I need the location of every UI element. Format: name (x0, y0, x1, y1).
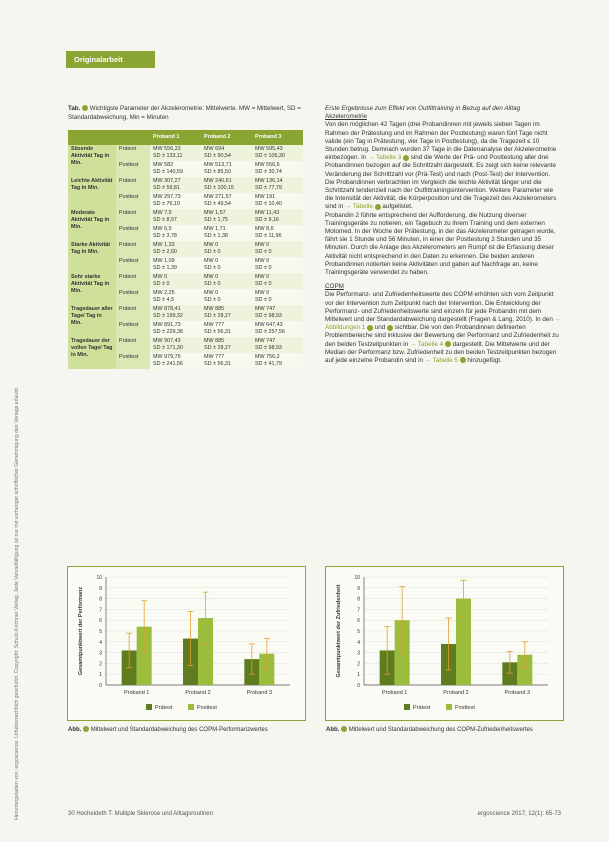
section-heading: Erste Ergebnisse zum Effekt von Outfittraining in Bezug auf den Alltag (325, 105, 521, 112)
figure-caption-label: Abb. (68, 727, 82, 733)
x-tick-label: Proband 2 (443, 690, 469, 696)
table-value-cell (150, 193, 201, 209)
table-sd-value: SD ± 0 (153, 281, 170, 287)
table-sd-value: SD ± 76,10 (153, 201, 180, 207)
table-sd-value: SD ± 30,74 (255, 169, 282, 175)
table-caption-label: Tab. (68, 105, 81, 112)
table-value-cell (201, 273, 252, 289)
table-category-cell: Tragedauer aller Tage/ Tag in Min. (68, 305, 116, 337)
table-category-cell: Sehr starke Aktivität Tag in Min. (68, 273, 116, 305)
table-value-cell (150, 321, 201, 337)
table-value-cell (201, 145, 252, 161)
reference-dot (387, 325, 393, 331)
paragraph-text: und (374, 324, 386, 332)
table-caption (68, 105, 303, 122)
table-sd-value: SD ± 11,96 (255, 233, 282, 239)
table-value-cell (150, 337, 201, 353)
table-mean-value: MW 756,2 (255, 354, 280, 360)
table-value-cell (201, 289, 252, 305)
table-sd-value: SD ± 41,79 (255, 361, 282, 367)
table-mean-value: MW 271,57 (204, 194, 232, 200)
table-row (68, 305, 303, 321)
table-sd-value: SD ± 56,31 (204, 361, 231, 367)
table-value-cell (150, 353, 201, 369)
right-column-text (325, 105, 561, 365)
table-mean-value: MW 885 (204, 338, 225, 344)
legend-label: Posttest (197, 705, 217, 711)
table-row (68, 273, 303, 289)
table-value-cell (150, 177, 201, 193)
paragraph-text: hinzugefügt. (467, 357, 502, 365)
table-mean-value: MW 979,75 (153, 354, 181, 360)
y-tick-label: 5 (357, 629, 360, 635)
figure-number-dot (83, 726, 89, 732)
table-sd-value: SD ± 56,31 (204, 329, 231, 335)
table-mean-value: MW 0 (255, 290, 270, 296)
table-sd-value: SD ± 199,32 (153, 313, 183, 319)
table-sd-value: SD ± 0 (255, 249, 272, 255)
y-tick-label: 7 (99, 607, 102, 614)
table-mean-value: MW 556,6 (255, 162, 280, 168)
side-copyright-note: Heruntergeladen von: ergoscience. Urheberrechtlich geschützt. Copyright: Schulz-Kirchner Verlag. Jede Vervielfältigung ist nur mit vorheriger schriftlicher Genehmigung des Verlags erlaubt. (14, 386, 20, 820)
table-mean-value: MW 307,27 (153, 178, 181, 184)
table-value-cell (201, 241, 252, 257)
table-reference-link[interactable]: → Tabelle (344, 203, 373, 211)
y-tick-label: 2 (99, 661, 102, 668)
table-value-cell (201, 305, 252, 321)
y-tick-label: 2 (357, 661, 360, 668)
y-tick-label: 8 (99, 596, 102, 603)
table-sd-value: SD ± 9,16 (255, 217, 279, 223)
reference-dot (460, 357, 466, 363)
table-row (68, 241, 303, 257)
table-value-cell (201, 161, 252, 177)
legend-swatch (446, 704, 452, 710)
table-sd-value: SD ± 98,93 (255, 313, 282, 319)
table-sd-value: SD ± 4,5 (153, 297, 174, 303)
table-value-cell (252, 273, 303, 289)
table-sd-value: SD ± 85,50 (204, 169, 231, 175)
y-tick-label: 3 (357, 650, 360, 657)
table-sd-value: SD ± 0 (255, 297, 272, 303)
table-sd-value: SD ± 49,54 (204, 201, 231, 207)
table-phase-cell: Prätest (116, 241, 150, 257)
table-value-cell (252, 193, 303, 209)
table-mean-value: MW 907,43 (153, 338, 181, 344)
table-value-cell (252, 177, 303, 193)
y-tick-label: 4 (99, 639, 102, 646)
table-sd-value: SD ± 98,93 (255, 345, 282, 351)
y-tick-label: 0 (357, 683, 360, 689)
table-sd-value: SD ± 10,40 (255, 201, 282, 207)
paragraph-text: dargestellt. Die Mittelwerte und der Median der Performanz bzw. Zufriedenheit zu den beiden Testzeitpunkten bezogen auf jede einzelne Probandin sind in (325, 340, 557, 365)
y-tick-label: 7 (357, 607, 360, 614)
table-header-cell: Proband 2 (201, 130, 252, 145)
table-mean-value: MW 2,25 (153, 290, 175, 296)
table-mean-value: MW 513,71 (204, 162, 232, 168)
y-tick-label: 8 (357, 596, 360, 603)
table-header-cell (68, 130, 116, 145)
figure-2-frame (325, 566, 564, 721)
figure-number-dot (341, 726, 347, 732)
paragraph (325, 291, 561, 365)
table-value-cell (201, 209, 252, 225)
table-value-cell (201, 193, 252, 209)
table-mean-value: MW 1,09 (153, 258, 175, 264)
table-mean-value: MW 747 (255, 338, 276, 344)
table-phase-cell: Prätest (116, 305, 150, 321)
table-sd-value: SD ± 241,56 (153, 361, 183, 367)
reference-dot (403, 155, 409, 161)
table-row (68, 145, 303, 161)
table-sd-value: SD ± 257,56 (255, 329, 285, 335)
table-mean-value: MW 0 (204, 274, 219, 280)
table-sd-value: SD ± 100,15 (204, 185, 234, 191)
figure-caption-text: Mittelwert und Standardabweichung des COPM-Performanzwertes (90, 727, 268, 733)
figure-2-caption (326, 726, 561, 734)
table-phase-cell: Posttest (116, 161, 150, 177)
y-axis-label: Gesamtpunktwert der Performanz (78, 586, 84, 676)
legend-label: Prätest (155, 705, 173, 711)
table-value-cell (252, 305, 303, 321)
table-phase-cell: Posttest (116, 321, 150, 337)
table-sd-value: SD ± 229,38 (153, 329, 183, 335)
table-sd-value: SD ± 140,59 (153, 169, 183, 175)
accelerometry-table (68, 130, 303, 369)
table-category-cell: Starke Aktivität Tag in Min. (68, 241, 116, 273)
table-mean-value: MW 297,73 (153, 194, 181, 200)
table-mean-value: MW 777 (204, 354, 225, 360)
table-mean-value: MW 0 (255, 258, 270, 264)
table-category-cell: Leichte Aktivität Tag in Min. (68, 177, 116, 209)
figure-1-caption (68, 726, 303, 734)
table-mean-value: MW 595,43 (255, 146, 283, 152)
table-value-cell (201, 177, 252, 193)
table-value-cell (150, 273, 201, 289)
table-sd-value: SD ± 1,39 (153, 265, 177, 271)
paragraph-text: Von den möglichen 42 Tagen (drei Probandinnen mit jeweils sieben Tagen im Rahmen der Prätestung und im Rahmen der Posttestung) waren fünf Tage nicht valide (ein Tag in Prätestung, vier Tage in Posttestung), da die Tragezeit ≤ 10 Stunden betrug. Demnach wurden 37 Tage in die Datenanalyse der Akzelerometrie einbezogen. In (325, 121, 557, 162)
table-mean-value: MW 1,33 (153, 242, 175, 248)
table-sd-value: SD ± 28,27 (204, 345, 231, 351)
table-value-cell (252, 289, 303, 305)
table-sd-value: SD ± 0 (255, 265, 272, 271)
table-mean-value: MW 0 (204, 290, 219, 296)
y-tick-label: 9 (357, 585, 360, 592)
table-value-cell (150, 289, 201, 305)
table-phase-cell: Prätest (116, 177, 150, 193)
table-mean-value: MW 777 (204, 322, 225, 328)
table-mean-value: MW 240,61 (204, 178, 232, 184)
table-value-cell (252, 321, 303, 337)
paragraph-text: aufgelistet. (382, 203, 413, 211)
reference-dot (375, 204, 381, 210)
table-value-cell (150, 145, 201, 161)
table-value-cell (252, 257, 303, 273)
table-mean-value: MW 885 (204, 306, 225, 312)
table-mean-value: MW 0 (153, 274, 168, 280)
paragraph-text: sind die Werte der Prä- und Posttestung aller drei Probandinnen bezogen auf die Schrittzahl dargestellt. Es zeigt sich keine relevante Veränderung der Schrittzahl vor (Prä-Test) und nach (Post-Test) der Intervention. Die Probandinnen verbrachten im Vergleich die leichte Aktivität länger und die Schrittzahl tendenziell nach der Outfittrainingsintervention. Weitere Parameter wie die Intensität der Aktivität, die Körperposition und die Tragezeit des Akzelerometers sind in (325, 154, 557, 211)
y-tick-label: 10 (354, 575, 360, 581)
x-tick-label: Proband 3 (246, 690, 273, 696)
table-mean-value: MW 582 (153, 162, 174, 168)
table-sd-value: SD ± 77,79 (255, 185, 282, 191)
y-tick-label: 9 (99, 585, 102, 592)
table-mean-value: MW 878,41 (153, 306, 181, 312)
reference-dot (445, 341, 451, 347)
figure-reference-link[interactable]: → Abbildungen 1 (325, 316, 561, 332)
y-tick-label: 6 (357, 618, 360, 625)
paragraph-text: Die Performanz- und Zufriedenheitswerte des COPM erhöhten sich vom Zeitpunkt vor der Intervention zum Zeitpunkt nach der Intervention. Die Entwicklung der Performanz- und Zufriedenheitswerte sind einzeln für jede Probandin mit dem Mittelwert und der Standardabweichung dargestellt (Fragen & Lang, 2010). In den (325, 291, 554, 324)
x-tick-label: Proband 2 (185, 690, 211, 696)
legend-swatch (404, 704, 410, 710)
x-tick-label: Proband 1 (123, 690, 150, 696)
table-mean-value: MW 1,57 (204, 210, 226, 216)
table-sd-value: SD ± 0 (204, 281, 221, 287)
table-phase-cell: Posttest (116, 225, 150, 241)
table-sd-value: SD ± 2,60 (153, 249, 177, 255)
table-mean-value: MW 191 (255, 194, 276, 200)
table-sd-value: SD ± 0 (204, 249, 221, 255)
table-caption-text: Wichtigste Parameter der Akzelerometrie: Mittelwerte. MW = Mittelwert, SD = Standardabweichung, Min = Minuten (68, 105, 301, 121)
table-sd-value: SD ± 1,38 (204, 233, 228, 239)
table-value-cell (201, 337, 252, 353)
table-value-cell (252, 225, 303, 241)
table-sd-value: SD ± 28,27 (204, 313, 231, 319)
table-mean-value: MW 8,6 (255, 226, 274, 232)
table-value-cell (150, 241, 201, 257)
table-value-cell (201, 353, 252, 369)
table-value-cell (150, 257, 201, 273)
figure-caption-label: Abb. (326, 727, 340, 733)
y-axis-label: Gesamtpunktwert der Zufriedenheit (336, 584, 342, 678)
y-tick-label: 3 (99, 650, 102, 657)
table-value-cell (150, 161, 201, 177)
table-sd-value: SD ± 1,75 (204, 217, 228, 223)
table-sd-value: SD ± 8,57 (153, 217, 177, 223)
table-mean-value: MW 694 (204, 146, 225, 152)
x-tick-label: Proband 3 (504, 690, 531, 696)
table-sd-value: SD ± 90,54 (204, 153, 231, 159)
table-sd-value: SD ± 171,30 (153, 345, 183, 351)
table-phase-cell: Posttest (116, 257, 150, 273)
table-mean-value: MW 556,33 (153, 146, 181, 152)
section-tag: Originalarbeit (66, 51, 155, 68)
table-value-cell (150, 225, 201, 241)
table-phase-cell: Posttest (116, 353, 150, 369)
table-value-cell (201, 225, 252, 241)
table-mean-value: MW 11,43 (255, 210, 280, 216)
table-category-cell: Sitzende Aktivität Tag in Min. (68, 145, 116, 177)
y-tick-label: 10 (96, 575, 102, 581)
table-sd-value: SD ± 0 (204, 265, 221, 271)
table-phase-cell: Posttest (116, 289, 150, 305)
performance-chart (68, 567, 305, 720)
table-reference-link[interactable]: → Tabelle 3 (368, 154, 402, 162)
y-tick-label: 4 (357, 639, 360, 646)
table-row (68, 177, 303, 193)
legend-label: Posttest (455, 705, 475, 711)
table-mean-value: MW 6,5 (153, 226, 172, 232)
y-tick-label: 1 (99, 672, 102, 679)
table-sd-value: SD ± 59,81 (153, 185, 180, 191)
satisfaction-chart (326, 567, 563, 720)
table-value-cell (252, 161, 303, 177)
table-category-cell: Moderate Aktivität Tag in Min. (68, 209, 116, 241)
table-value-cell (150, 305, 201, 321)
table-mean-value: MW 1,71 (204, 226, 226, 232)
y-tick-label: 6 (99, 618, 102, 625)
table-sd-value: SD ± 0 (204, 297, 221, 303)
table-mean-value: MW 0 (204, 258, 219, 264)
table-value-cell (252, 209, 303, 225)
figure-caption-text: Mittelwert und Standardabweichung des COPM-Zufriedenheitswertes (348, 727, 533, 733)
table-mean-value: MW 647,43 (255, 322, 283, 328)
table-mean-value: MW 0 (204, 242, 219, 248)
table-phase-cell: Prätest (116, 337, 150, 353)
table-mean-value: MW 747 (255, 306, 276, 312)
table-value-cell (252, 353, 303, 369)
table-value-cell (252, 241, 303, 257)
footer-right: ergoscience 2017; 12(1): 65-73 (477, 811, 561, 817)
y-tick-label: 0 (99, 683, 102, 689)
paragraph-text: sichtbar. Die von den Probandinnen definierten Problembereiche sind inklusive der Bewertung der Performanz und Zufriedenheit zu den beiden Testzeitpunkten in (325, 324, 559, 348)
figure-1-frame (67, 566, 306, 721)
y-tick-label: 5 (99, 629, 102, 635)
table-phase-cell: Prätest (116, 273, 150, 289)
legend-swatch (146, 704, 152, 710)
table-phase-cell: Prätest (116, 145, 150, 161)
y-tick-label: 1 (357, 672, 360, 679)
table-header-cell: Proband 1 (150, 130, 201, 145)
table-reference-link[interactable]: → Tabelle 4 (409, 340, 444, 348)
legend-swatch (188, 704, 194, 710)
table-reference-link[interactable]: → Tabelle 5 (424, 357, 458, 365)
reference-dot (367, 325, 373, 331)
subheading-akzelerometrie: Akzelerometrie (325, 113, 367, 121)
table-value-cell (252, 337, 303, 353)
table-category-cell: Tragedauer der vollen Tage/ Tag in Min. (68, 337, 116, 369)
table-mean-value: MW 0 (255, 274, 270, 280)
subheading-copm: COPM (325, 283, 344, 291)
table-number-dot (82, 105, 88, 111)
legend-label: Prätest (413, 705, 431, 711)
table-sd-value: SD ± 133,11 (153, 153, 183, 159)
table-row (68, 209, 303, 225)
table-sd-value: SD ± 105,30 (255, 153, 285, 159)
table-mean-value: MW 136,14 (255, 178, 283, 184)
table-phase-cell: Prätest (116, 209, 150, 225)
table-header-cell: Proband 3 (252, 130, 303, 145)
paragraph: Probandin 2 führte entsprechend der Aufforderung, die Nutzung diverser Trainingsgeräte zu notieren, ein Tagebuch zu ihrem Training und dem externen Motomed. In der Woche der Prätestung, in der das Akzelerometer getragen wurde, fährt sie 1 Stunde und 56 Minuten, in einer der Posttestung 3 Stunden und 35 Minuten. Durch die Anlage des Akzelerometers am Rumpf ist die Erfassung dieser Aktivität nicht entsprechend in den Daten zu erkennen. Die beiden anderen Probandinnen notierten keine Aktivitäten und gaben auf Nachfrage an, keine Trainingsgeräte verwendet zu haben. (325, 211, 556, 277)
table-value-cell (252, 145, 303, 161)
table-value-cell (201, 257, 252, 273)
paragraph (325, 121, 561, 211)
x-tick-label: Proband 1 (381, 690, 408, 696)
table-value-cell (201, 321, 252, 337)
footer-left: 30 Hocheideth T: Multiple Sklerose und Alltagsroutinen (68, 811, 213, 817)
table-row (68, 337, 303, 353)
table-mean-value: MW 7,5 (153, 210, 172, 216)
table-header-cell (116, 130, 150, 145)
table-sd-value: SD ± 0 (255, 281, 272, 287)
table-phase-cell: Posttest (116, 193, 150, 209)
table-mean-value: MW 0 (255, 242, 270, 248)
table-value-cell (150, 209, 201, 225)
table-sd-value: SD ± 3,78 (153, 233, 177, 239)
table-mean-value: MW 891,73 (153, 322, 181, 328)
